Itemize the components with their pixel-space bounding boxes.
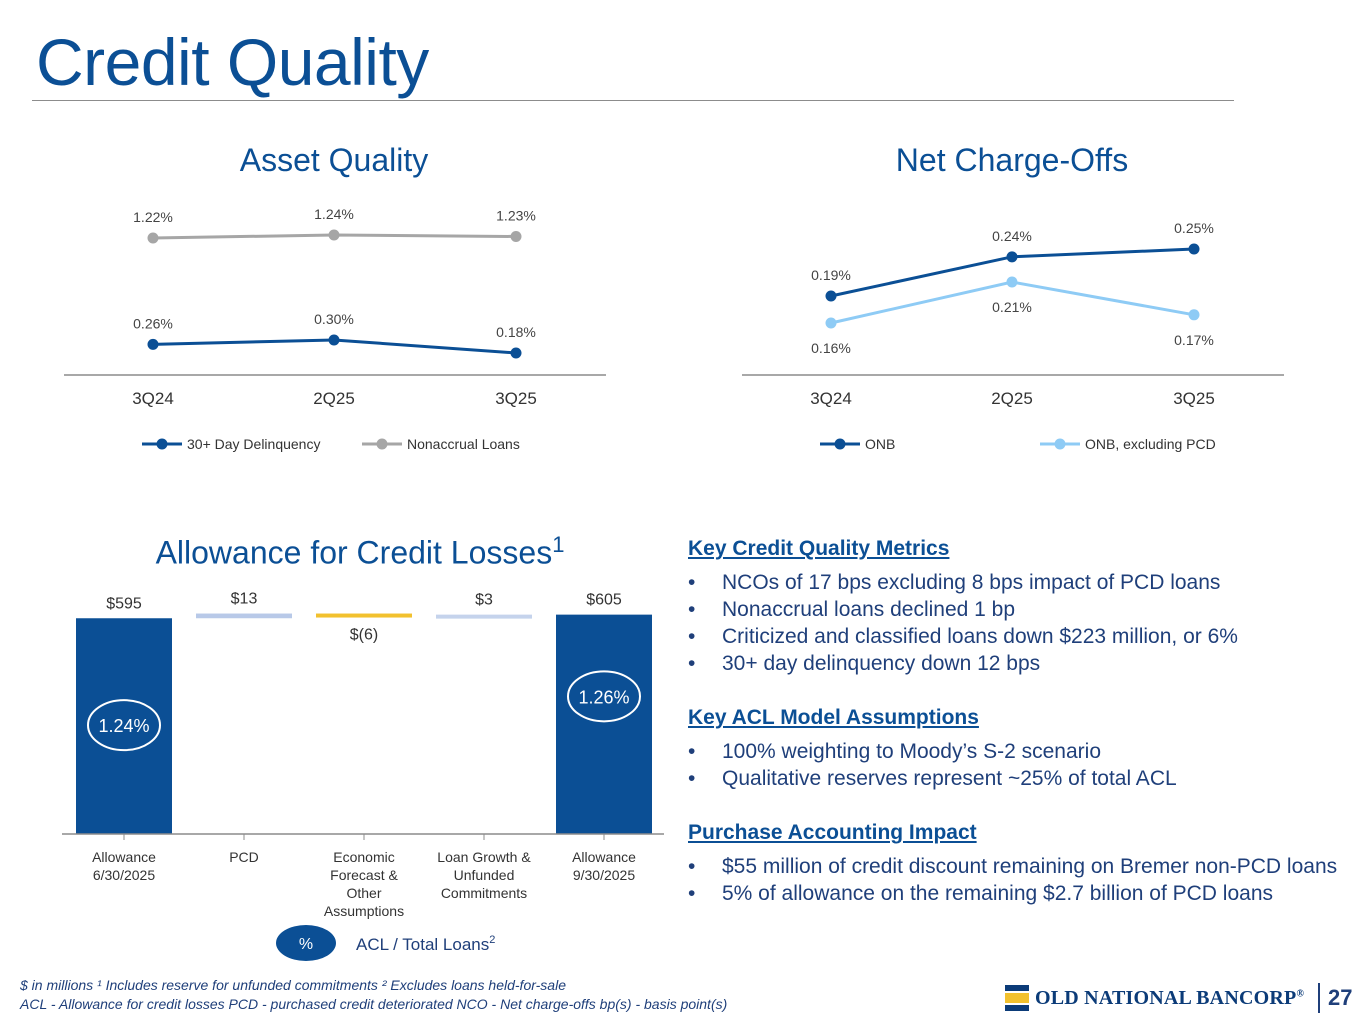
data-point — [511, 348, 522, 359]
x-tick-label: 3Q24 — [810, 389, 852, 408]
waterfall-bar — [436, 615, 532, 619]
net-charge-offs-chart — [738, 195, 1298, 465]
acl-title — [60, 532, 660, 572]
bar-value-label: $(6) — [349, 626, 379, 644]
purchase-accounting-list — [688, 853, 1348, 907]
data-label: 0.18% — [496, 324, 536, 340]
logo-mark-icon — [1005, 983, 1029, 1013]
list-item: • $55 million of credit discount remaining on Bremer non-PCD loans — [688, 853, 1348, 880]
category-label: Economic — [333, 849, 395, 865]
page-title: Credit Quality — [36, 25, 429, 99]
data-point — [148, 233, 159, 244]
data-label: 0.19% — [811, 267, 851, 283]
waterfall-bar — [316, 614, 412, 618]
credit-metrics-section — [688, 537, 1348, 677]
data-label: 1.23% — [496, 207, 536, 224]
list-item: • 30+ day delinquency down 12 bps — [688, 650, 1348, 677]
data-label: 0.16% — [811, 340, 851, 356]
footnote-line-2: ACL - Allowance for credit losses PCD - purchased credit deteriorated NCO - Net charge-offs bp(s) - basis point(s) — [20, 996, 728, 1012]
data-point — [511, 231, 522, 242]
bar-value-label: $13 — [230, 590, 258, 608]
list-item: • NCOs of 17 bps excluding 8 bps impact of PCD loans — [688, 569, 1348, 596]
bar-value-label: $3 — [475, 591, 493, 609]
legend-label: ACL / Total Loans$^2$ — [356, 934, 496, 954]
x-tick-label: 3Q24 — [132, 389, 174, 408]
acl-title-footnote-mark: 1 — [552, 532, 565, 557]
list-item: • 100% weighting to Moody’s S-2 scenario — [688, 738, 1348, 765]
purchase-accounting-section — [688, 821, 1348, 907]
legend-label: ONB, excluding PCD — [1085, 436, 1216, 452]
acl-title-text: Allowance for Credit Losses — [155, 534, 553, 571]
acl-waterfall-chart — [60, 578, 670, 978]
category-label: Loan Growth & — [437, 849, 531, 865]
legend-marker — [377, 439, 388, 450]
data-label: 0.30% — [314, 311, 354, 327]
list-item: • Criticized and classified loans down $223 million, or 6% — [688, 623, 1348, 650]
legend-label: ONB — [865, 436, 896, 452]
data-point — [1007, 251, 1018, 262]
data-label: 1.24% — [314, 206, 354, 222]
list-item: • 5% of allowance on the remaining $2.7 billion of PCD loans — [688, 880, 1348, 907]
acl-assumptions-section — [688, 706, 1348, 792]
data-label: 0.21% — [992, 299, 1032, 315]
data-point — [826, 318, 837, 329]
logo-name: OLD NATIONAL BANCORP — [1035, 986, 1297, 1009]
data-label: 0.25% — [1174, 220, 1214, 236]
x-tick-label: 3Q25 — [1173, 389, 1215, 408]
x-tick-label: 2Q25 — [991, 389, 1033, 408]
bar-value-label: $605 — [586, 591, 622, 609]
category-label: 6/30/2025 — [92, 867, 156, 883]
legend-marker — [1055, 439, 1066, 450]
waterfall-bar — [196, 614, 292, 619]
ratio-label: 1.26% — [578, 687, 630, 708]
legend-label: Nonaccrual Loans — [407, 436, 520, 452]
data-point — [329, 230, 340, 241]
category-label: Commitments — [440, 885, 528, 901]
legend-label: 30+ Day Delinquency — [187, 436, 321, 452]
purchase-accounting-heading: Purchase Accounting Impact — [688, 821, 977, 844]
legend-footnote-mark: 2 — [489, 934, 496, 946]
data-point — [1189, 244, 1200, 255]
category-label: Allowance — [92, 849, 156, 865]
legend-badge-symbol: % — [298, 936, 314, 953]
list-item: • Qualitative reserves represent ~25% of total ACL — [688, 765, 1348, 792]
data-point — [148, 339, 159, 350]
legend-marker — [835, 439, 846, 450]
page-number: 27 — [1318, 983, 1352, 1013]
credit-metrics-list — [688, 569, 1348, 677]
acl-assumptions-list — [688, 738, 1348, 792]
net-charge-offs-title: Net Charge-Offs — [895, 142, 1129, 178]
category-label: Other — [346, 885, 382, 901]
data-label: 0.17% — [1174, 331, 1214, 348]
category-label: PCD — [229, 849, 259, 865]
category-label: Unfunded — [453, 867, 515, 883]
x-tick-label: 2Q25 — [313, 389, 355, 408]
category-label: 9/30/2025 — [572, 867, 636, 883]
data-label: 0.26% — [133, 315, 173, 332]
waterfall-bar — [556, 615, 652, 834]
footnotes — [20, 976, 727, 1014]
ratio-label: 1.24% — [98, 716, 150, 737]
data-point — [1189, 309, 1200, 320]
title-divider — [32, 100, 1234, 101]
legend-marker — [157, 439, 168, 450]
data-point — [1007, 277, 1018, 288]
footnote-line-1: $ in millions ¹ Includes reserve for unfunded commitments ² Excludes loans held-for-sale — [20, 977, 566, 993]
logo-registered-mark: ® — [1296, 987, 1305, 999]
data-point — [329, 335, 340, 346]
category-label: Allowance — [572, 849, 636, 865]
asset-quality-chart — [60, 195, 620, 465]
category-label: Assumptions — [323, 903, 405, 919]
bar-value-label: $595 — [106, 595, 142, 613]
data-label: 1.22% — [133, 209, 173, 225]
asset-quality-title: Asset Quality — [239, 142, 429, 178]
credit-metrics-heading: Key Credit Quality Metrics — [688, 537, 950, 560]
list-item: • Nonaccrual loans declined 1 bp — [688, 596, 1348, 623]
logo-text — [1035, 987, 1304, 1010]
x-tick-label: 3Q25 — [495, 389, 537, 408]
data-point — [826, 291, 837, 302]
company-logo — [1005, 983, 1304, 1013]
acl-assumptions-heading: Key ACL Model Assumptions — [688, 706, 979, 729]
category-label: Forecast & — [330, 867, 398, 883]
data-label: 0.24% — [992, 227, 1032, 244]
